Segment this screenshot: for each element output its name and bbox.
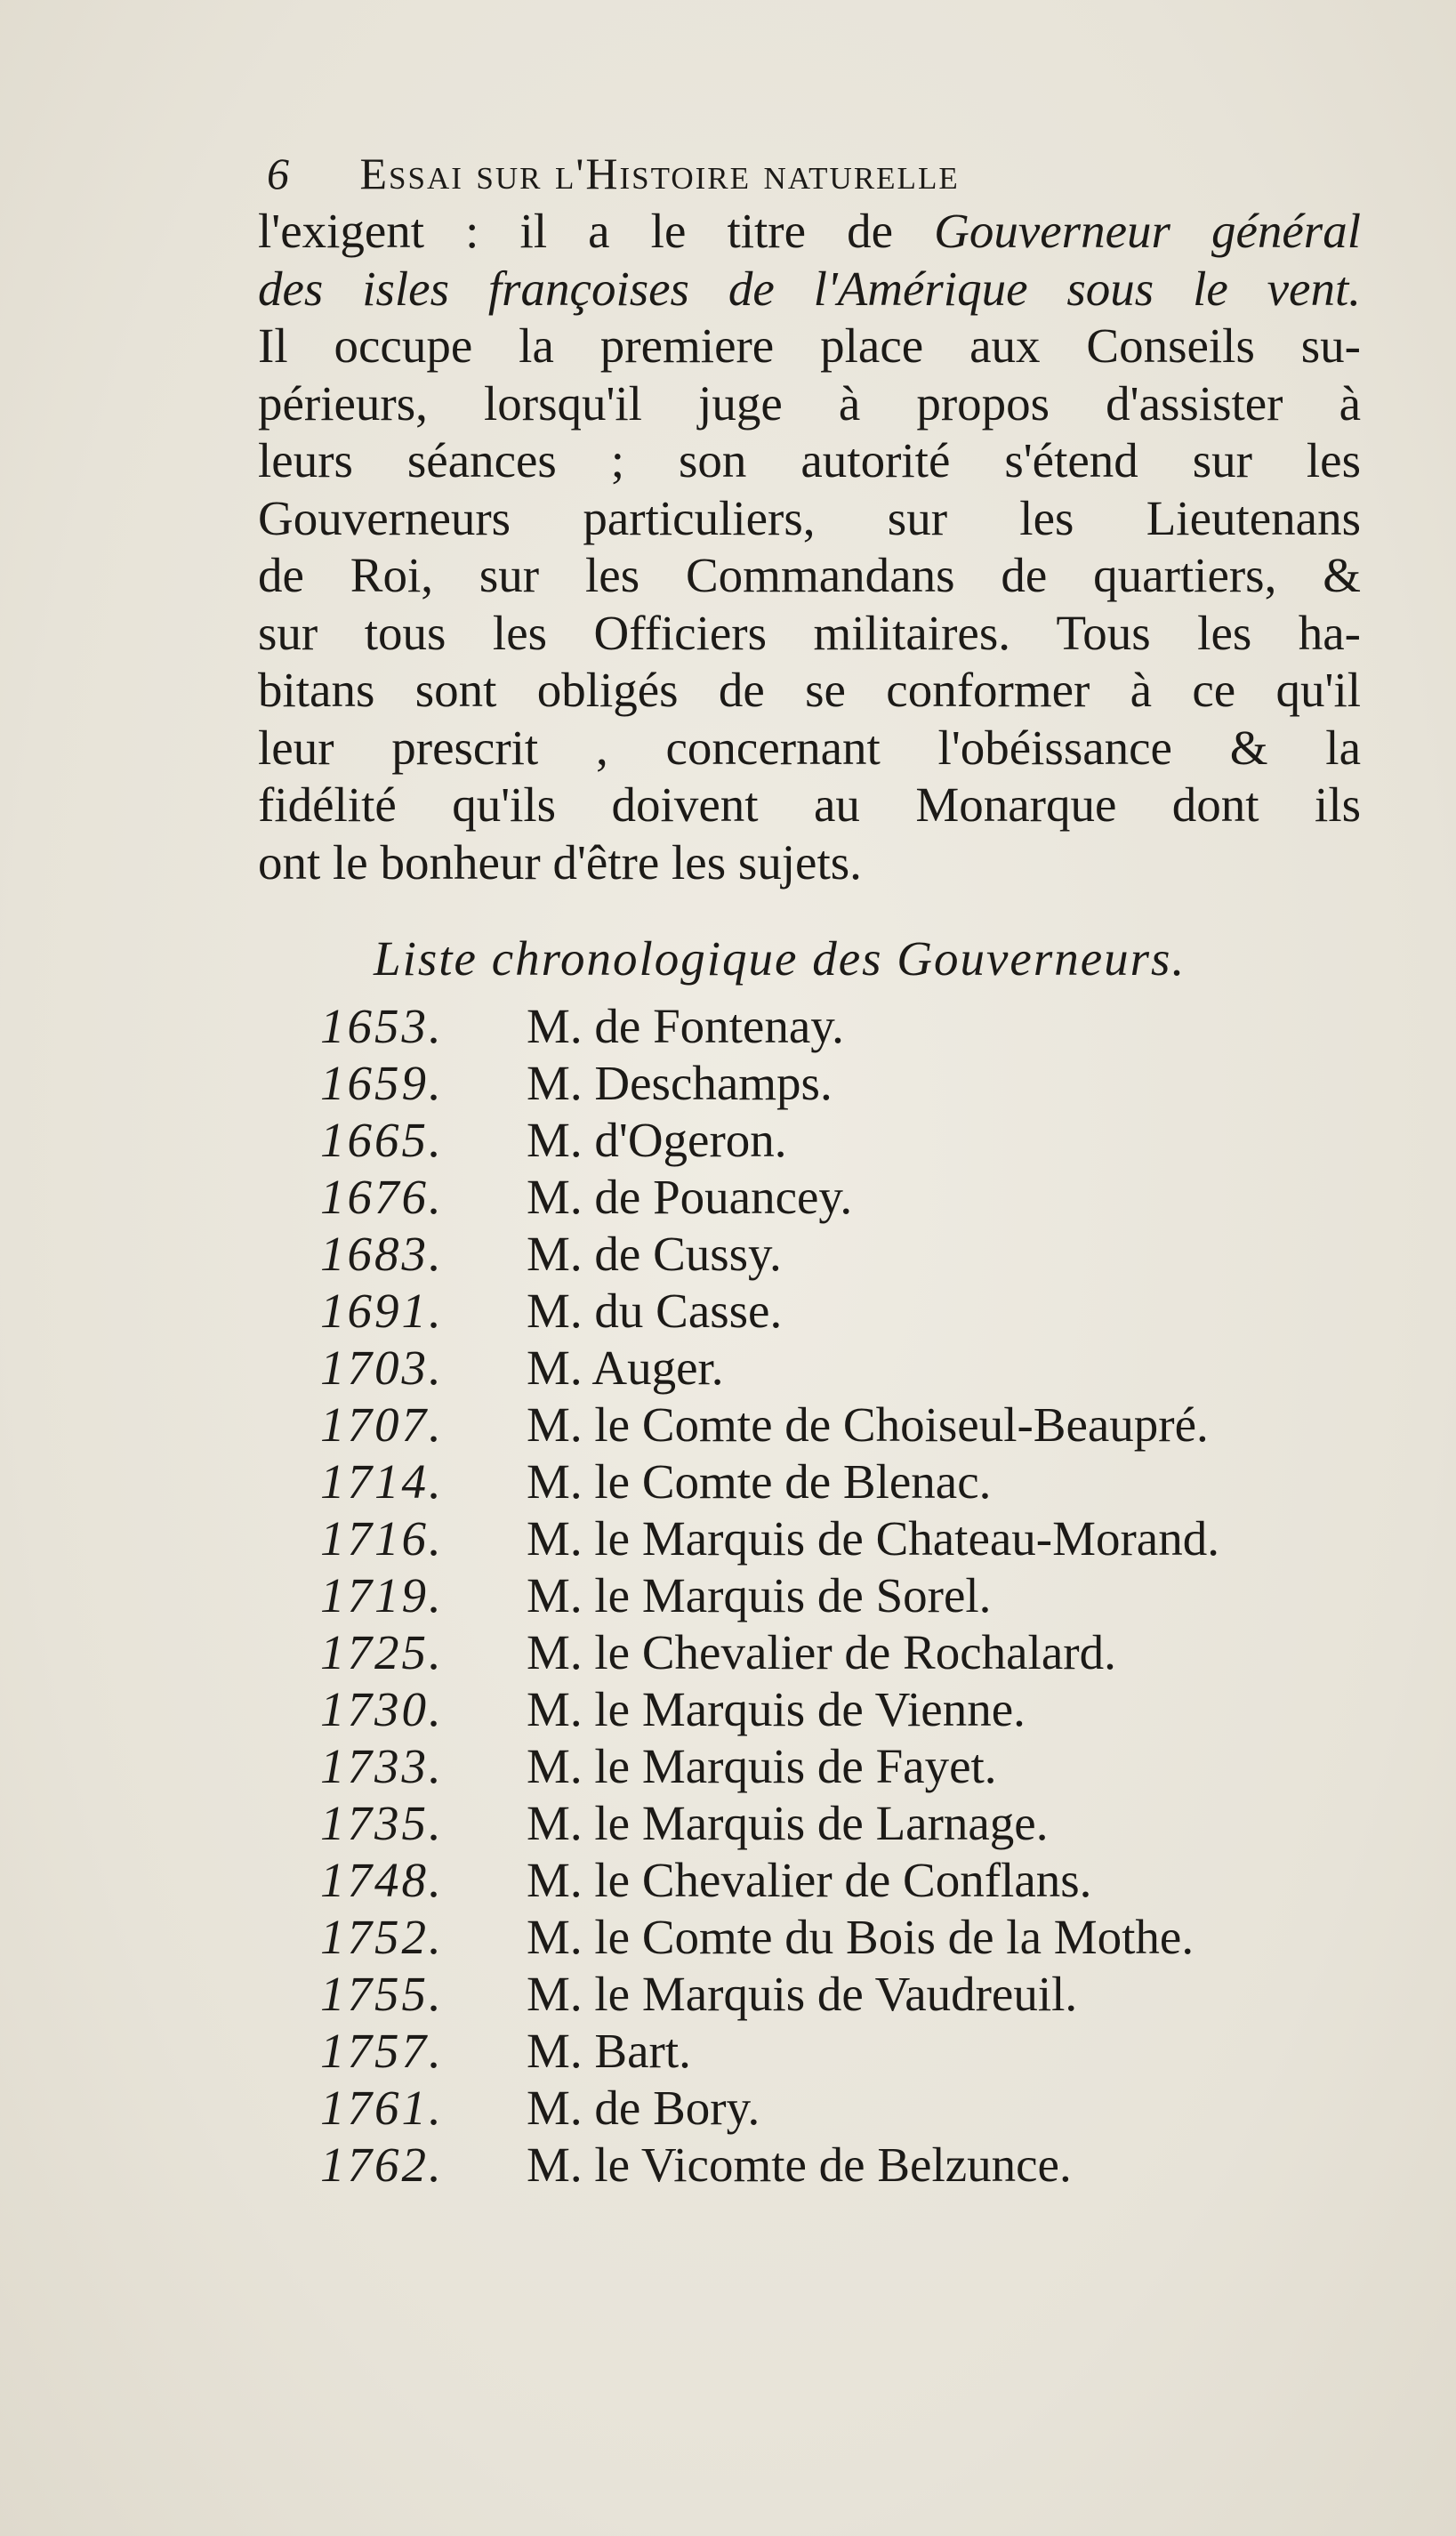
governor-name: M. le Comte du Bois de la Mothe. bbox=[527, 1910, 1195, 1964]
governor-year: 1703. bbox=[320, 1340, 444, 1395]
governor-name: M. le Marquis de Vaudreuil. bbox=[527, 1967, 1078, 2021]
governor-year: 1752. bbox=[320, 1910, 444, 1964]
paragraph-line: Gouverneurs particuliers, sur les Lieutenans bbox=[258, 490, 1361, 545]
paragraph-line: sur tous les Officiers militaires. Tous les ha- bbox=[258, 605, 1361, 660]
governor-year: 1755. bbox=[320, 1967, 444, 2021]
governor-entry bbox=[320, 2137, 1388, 2194]
running-title: Essai sur l'Histoire naturelle bbox=[359, 149, 960, 198]
paragraph-line: leurs séances ; son autorité s'étend sur les bbox=[258, 433, 1361, 487]
governor-name: M. Deschamps. bbox=[527, 1056, 833, 1110]
governor-name: M. le Marquis de Vienne. bbox=[527, 1682, 1026, 1736]
list-title: Liste chronologique des Gouverneurs. bbox=[374, 931, 1187, 986]
governor-year: 1665. bbox=[320, 1113, 444, 1167]
governor-entry bbox=[320, 1112, 1388, 1169]
governor-name: M. Auger. bbox=[527, 1340, 724, 1395]
governor-name: M. du Casse. bbox=[527, 1284, 783, 1338]
paragraph-line: Il occupe la premiere place aux Conseils su- bbox=[258, 318, 1361, 373]
governor-name: M. le Vicomte de Belzunce. bbox=[527, 2137, 1072, 2192]
governor-entry bbox=[320, 1909, 1388, 1966]
governor-entry bbox=[320, 1453, 1388, 1510]
paragraph-line: de Roi, sur les Commandans de quartiers, & bbox=[258, 548, 1361, 602]
paragraph-line: bitans sont obligés de se conformer à ce qu'il bbox=[258, 663, 1361, 717]
governor-name: M. le Comte de Choiseul-Beaupré. bbox=[527, 1397, 1209, 1452]
governor-entry bbox=[320, 1852, 1388, 1909]
governor-name: M. de Fontenay. bbox=[527, 999, 844, 1053]
governor-entry bbox=[320, 1055, 1388, 1112]
governor-name: M. de Cussy. bbox=[527, 1227, 782, 1281]
governor-entry bbox=[320, 2080, 1388, 2137]
governor-year: 1716. bbox=[320, 1511, 444, 1566]
governor-year: 1730. bbox=[320, 1682, 444, 1736]
paragraph-line: des isles françoises de l'Amérique sous le vent. bbox=[258, 261, 1361, 316]
governor-entry bbox=[320, 1169, 1388, 1226]
governor-entry bbox=[320, 1283, 1388, 1340]
governor-year: 1683. bbox=[320, 1227, 444, 1281]
governor-entry bbox=[320, 1966, 1388, 2023]
governor-name: M. le Marquis de Fayet. bbox=[527, 1739, 997, 1793]
governor-name: M. le Marquis de Sorel. bbox=[527, 1568, 992, 1622]
governor-year: 1748. bbox=[320, 1853, 444, 1907]
governor-entry bbox=[320, 1795, 1388, 1852]
governor-name: M. le Marquis de Larnage. bbox=[527, 1796, 1049, 1850]
governor-entry bbox=[320, 1510, 1388, 1567]
governor-year: 1733. bbox=[320, 1739, 444, 1793]
governors-list bbox=[320, 998, 1388, 2194]
governor-entry bbox=[320, 1397, 1388, 1453]
governor-entry bbox=[320, 1226, 1388, 1283]
governor-year: 1757. bbox=[320, 2024, 444, 2078]
governor-year: 1762. bbox=[320, 2137, 444, 2192]
governor-entry bbox=[320, 1681, 1388, 1738]
paragraph-line: périeurs, lorsqu'il juge à propos d'assister à bbox=[258, 375, 1361, 431]
governor-year: 1676. bbox=[320, 1170, 444, 1224]
governor-year: 1707. bbox=[320, 1397, 444, 1452]
paragraph-line: leur prescrit , concernant l'obéissance & la bbox=[258, 720, 1361, 775]
governor-name: M. de Bory. bbox=[527, 2081, 760, 2135]
governor-year: 1735. bbox=[320, 1796, 444, 1850]
governor-entry bbox=[320, 1567, 1388, 1624]
paragraph-line: l'exigent : il a le titre de Gouverneur général bbox=[258, 204, 1361, 258]
body-paragraph bbox=[258, 203, 1361, 891]
governor-name: M. le Comte de Blenac. bbox=[527, 1454, 992, 1509]
governor-entry bbox=[320, 1624, 1388, 1681]
governor-entry bbox=[320, 1738, 1388, 1795]
governor-year: 1691. bbox=[320, 1284, 444, 1338]
governor-year: 1659. bbox=[320, 1056, 444, 1110]
governor-name: M. le Chevalier de Conflans. bbox=[527, 1853, 1092, 1907]
governor-year: 1719. bbox=[320, 1568, 444, 1622]
governor-name: M. Bart. bbox=[527, 2024, 691, 2078]
governor-name: M. de Pouancey. bbox=[527, 1170, 853, 1224]
governor-name: M. le Chevalier de Rochalard. bbox=[527, 1625, 1116, 1679]
governor-year: 1714. bbox=[320, 1454, 444, 1509]
paragraph-line: fidélité qu'ils doivent au Monarque dont ils bbox=[258, 777, 1361, 832]
governor-entry bbox=[320, 2023, 1388, 2080]
governor-year: 1761. bbox=[320, 2081, 444, 2135]
governor-entry bbox=[320, 1340, 1388, 1397]
page-number: 6 bbox=[267, 149, 291, 198]
governor-name: M. le Marquis de Chateau-Morand. bbox=[527, 1511, 1219, 1566]
governor-entry bbox=[320, 998, 1388, 1055]
page-header bbox=[267, 133, 1370, 213]
governor-year: 1725. bbox=[320, 1625, 444, 1679]
governor-year: 1653. bbox=[320, 999, 444, 1053]
paragraph-line: ont le bonheur d'être les sujets. bbox=[258, 834, 862, 890]
governor-name: M. d'Ogeron. bbox=[527, 1113, 787, 1167]
